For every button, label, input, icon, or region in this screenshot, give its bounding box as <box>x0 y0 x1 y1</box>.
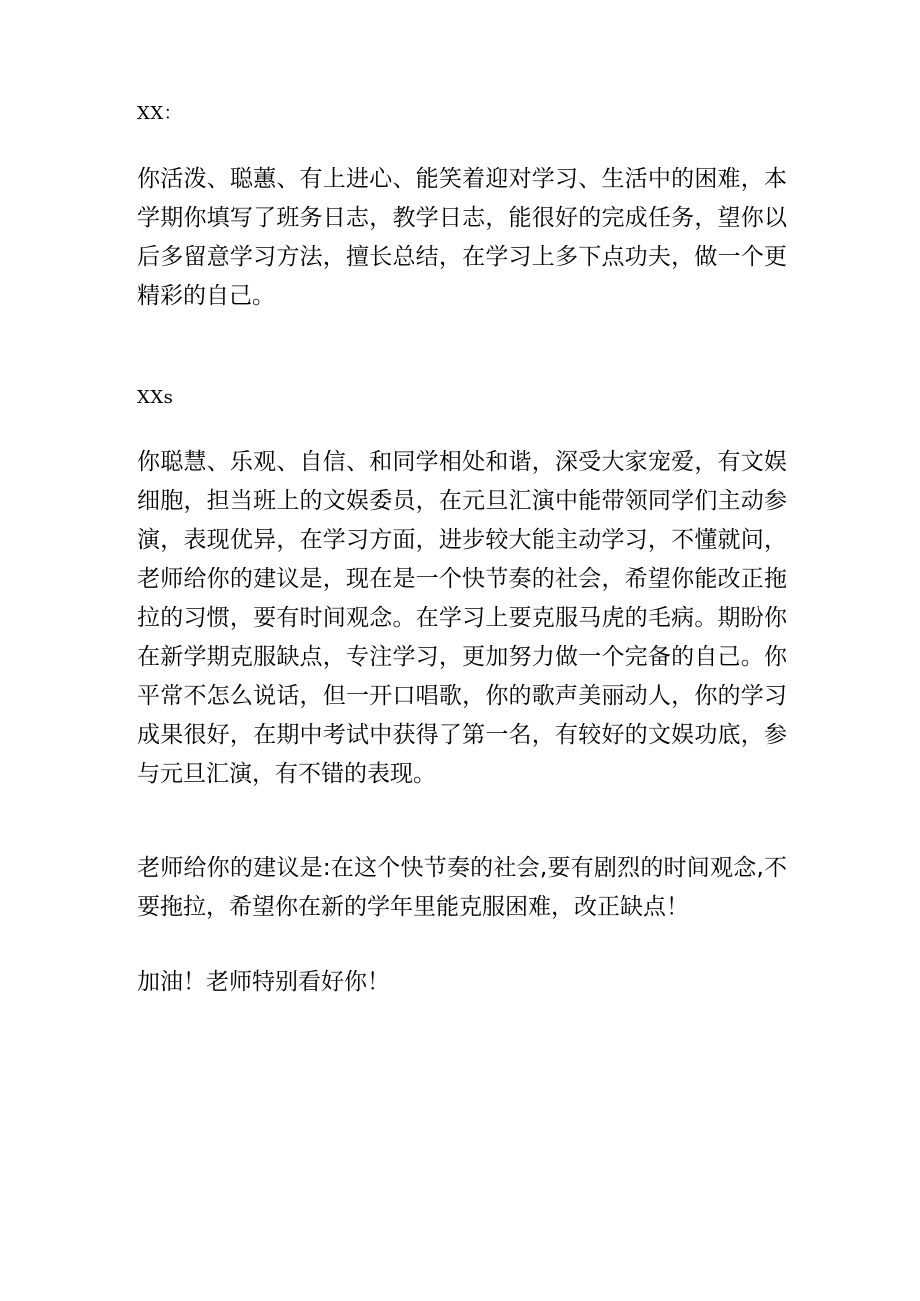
student-name-heading: XX： <box>137 103 183 124</box>
suggestion-paragraph: 老师给你的建议是:在这个快节奏的社会,要有剧烈的时间观念,不要拖拉，希望你在新的学年里能克服困难，改正缺点！ <box>137 855 787 920</box>
encouragement-paragraph: 加油！老师特别看好你！ <box>137 969 390 995</box>
comment-paragraph: 你活泼、聪蕙、有上进心、能笑着迎对学习、生活中的困难，本学期你填写了班务日志，教学日志，能很好的完成任务，望你以后多留意学习方法，擅长总结，在学习上多下点功夫，做一个更精彩的自己。 <box>137 166 787 309</box>
student-name-heading: XXs <box>137 387 174 408</box>
comment-paragraph: 你聪慧、乐观、自信、和同学相处和谐，深受大家宠爱，有文娱细胞，担当班上的文娱委员，在元旦汇演中能带领同学们主动参演，表现优异，在学习方面，进步较大能主动学习，不懂就问，老师给你的建议是，现在是一个快节奏的社会，希望你能改正拖拉的习惯，要有时间观念。在学习上要克服马虎的毛病。期盼你在新学期克服缺点，专注学习，更加努力做一个完备的自己。你平常不怎么说话，但一开口唱歌，你的歌声美丽动人，你的学习成果很好，在期中考试中获得了第一名，有较好的文娱功底，参与元旦汇演，有不错的表现。 <box>137 449 787 787</box>
